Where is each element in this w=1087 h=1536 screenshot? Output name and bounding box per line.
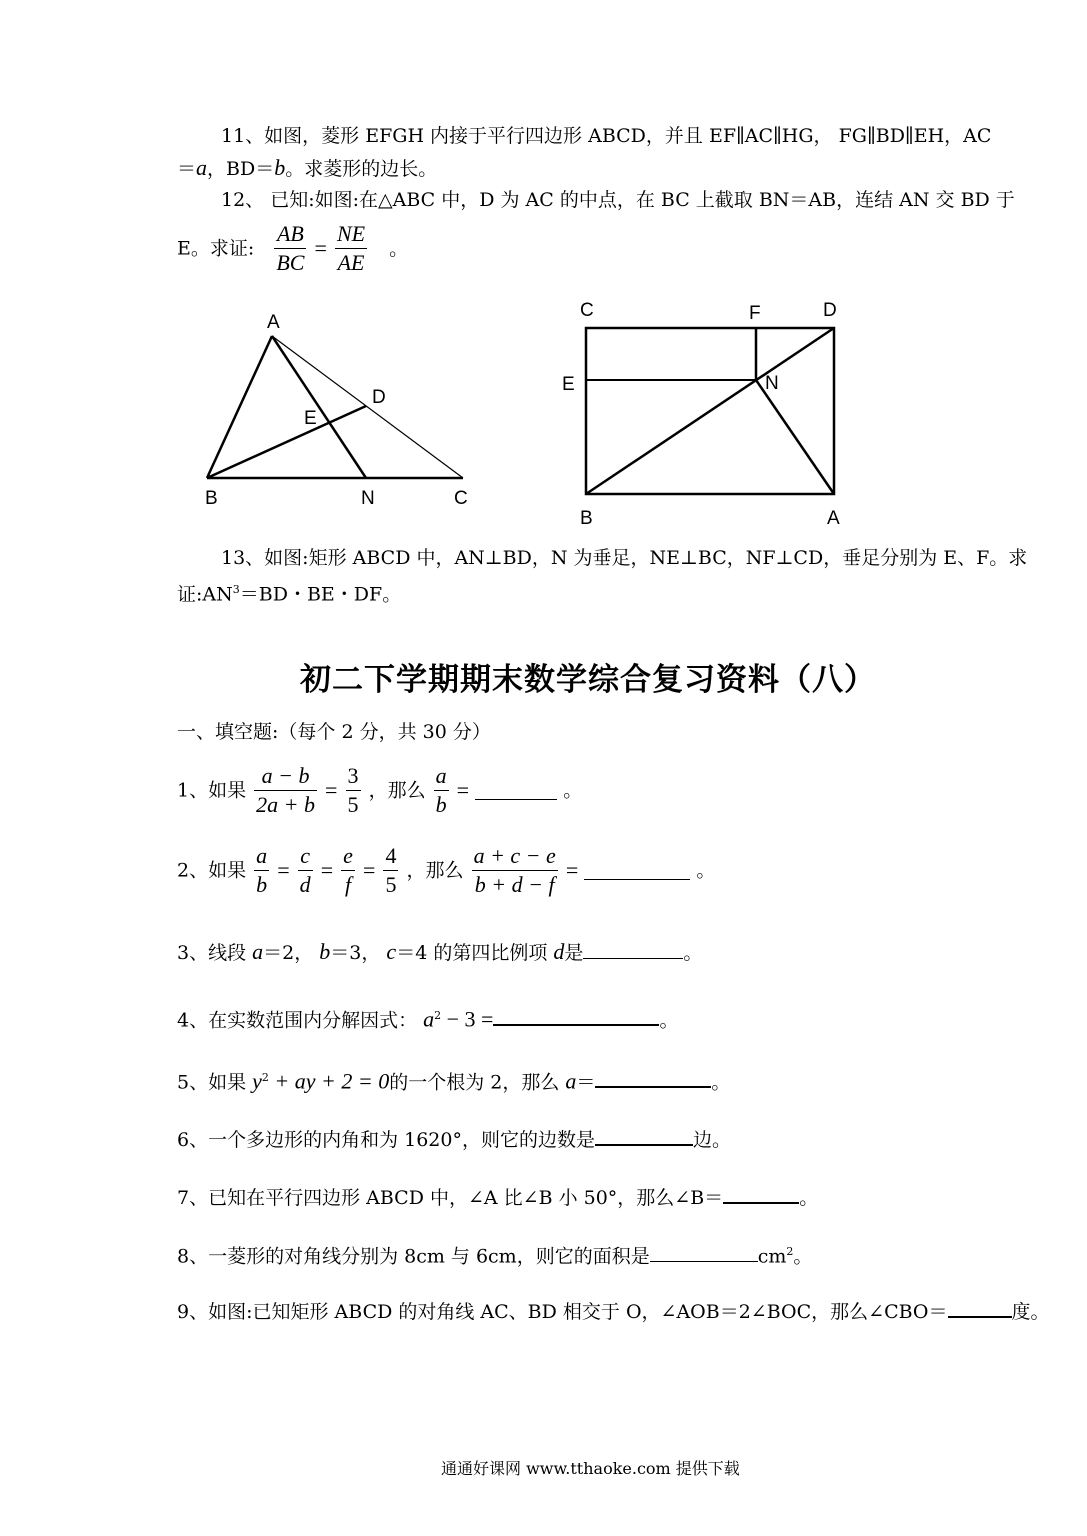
problem-13-line1: 13、如图:矩形 ABCD 中，AN⊥BD，N 为垂足，NE⊥BC，NF⊥CD，垂足分别为 E、F。求 [221,547,1028,569]
figure-rectangle [555,296,855,528]
text: 。 [696,859,716,882]
superscript: 3 [232,583,240,596]
answer-blank[interactable] [475,781,557,800]
question-2 [177,842,715,899]
text: E。求证: [177,237,255,260]
numerator: a [254,842,269,871]
text: 3、线段 [177,942,247,964]
question-7 [177,1184,818,1210]
text: 证:AN [177,583,233,606]
text: 。 [389,237,409,260]
label-e: E [562,374,575,395]
part-heading: 一、填空题:（每个 2 分，共 30 分） [177,721,491,743]
segment-an [272,336,366,478]
equals: = [325,777,338,803]
label-b: B [580,508,593,528]
var-d: d [553,939,565,964]
side-ab [207,336,272,478]
text: 边。 [692,1129,731,1151]
question-6 [177,1126,731,1152]
label-c: C [580,300,594,321]
answer-blank[interactable] [650,1243,758,1262]
text: ，那么 [368,779,426,802]
text: 的一个根为 2，那么 [389,1071,560,1094]
var-y: y [252,1068,262,1094]
equals: = [277,857,290,883]
text: 。 [563,779,583,802]
numerator: c [298,842,313,871]
equals: = [320,857,334,883]
denominator: b [435,792,447,817]
answer-blank[interactable] [948,1298,1012,1318]
denominator: 5 [385,872,397,897]
question-1 [177,762,582,819]
label-e: E [304,408,317,429]
question-8 [177,1240,812,1268]
label-a: A [827,508,840,528]
text: ＝4 的第四比例项 [396,942,548,964]
text: ，那么 [406,859,464,882]
numerator: a + c − e [472,842,558,871]
problem-12-line2 [177,220,408,277]
text: 1、如果 [177,779,247,802]
problem-11-line1: 11、如图，菱形 EFGH 内接于平行四边形 ABCD，并且 EF∥AC∥HG， FG∥BD∥EH，AC [221,125,992,147]
expression: − 3 = [441,1006,494,1032]
unit: cm [757,1245,787,1268]
denominator: b [256,872,268,897]
answer-blank[interactable] [595,1126,693,1146]
section-title: 初二下学期期末数学综合复习资料（八） [300,662,876,698]
denominator: d [299,872,311,897]
label-a: A [267,312,280,333]
text: ＝BD・BE・DF。 [239,583,402,606]
superscript: 2 [786,1245,794,1258]
equals: = [314,235,327,261]
text: 。求菱形的边长。 [285,158,438,180]
numerator: a − b [254,762,317,791]
numerator: NE [335,220,367,249]
question-5 [177,1066,730,1094]
label-d: D [372,387,386,408]
answer-blank[interactable] [584,861,690,880]
denominator: b + d − f [474,872,555,897]
numerator: e [341,842,355,871]
problem-12-line1: 12、 已知:如图:在△ABC 中，D 为 AC 的中点，在 BC 上截取 BN＝AB，连结 AN 交 BD 于 [221,189,1015,211]
text: 。 [711,1071,731,1094]
text: ，BD＝ [207,158,275,180]
text: ＝2， [263,942,314,964]
label-f: F [749,303,761,324]
var-b: b [274,155,286,180]
text: 。 [683,942,703,964]
fraction [383,842,398,899]
numerator: a [434,762,449,791]
text: 。 [659,1009,679,1032]
equals: = [362,857,376,883]
denominator: 2a + b [256,792,315,817]
label-n: N [361,488,375,509]
label-b: B [205,488,218,509]
text: 6、一个多边形的内角和为 1620°，则它的边数是 [177,1129,595,1151]
segment-an [756,380,834,494]
equals: = [456,777,470,803]
answer-blank[interactable] [583,940,683,959]
superscript: 2 [261,1071,269,1084]
expression: + ay + 2 = 0 [268,1068,390,1094]
var-c: c [386,939,397,964]
question-4 [177,1004,678,1032]
denominator: BC [276,250,305,275]
text: 。 [799,1187,819,1209]
text: 8、一菱形的对角线分别为 8cm 与 6cm，则它的面积是 [177,1245,650,1268]
text: 5、如果 [177,1071,247,1094]
text: 7、已知在平行四边形 ABCD 中，∠A 比∠B 小 50°，那么∠B＝ [177,1187,724,1209]
answer-blank[interactable] [595,1068,711,1088]
fraction [346,762,361,819]
denominator: 5 [347,792,359,817]
answer-blank[interactable] [493,1006,659,1026]
question-3 [177,940,702,965]
text: 是 [564,942,584,964]
var-a: a [252,939,264,964]
problem-13-line2 [177,578,401,606]
footer: 通通好课网 www.tthaoke.com 提供下载 [441,1459,740,1478]
equals: ＝ [576,1071,596,1094]
numerator: AB [274,220,306,249]
text: ＝3， [330,942,381,964]
fraction [298,842,313,899]
text: 4、在实数范围内分解因式： [177,1009,418,1032]
problem-11-line2 [177,156,437,181]
equals: = [565,857,579,883]
fraction [434,762,449,819]
fraction-ne-ae [335,220,367,277]
diagonal-bd [586,328,834,494]
superscript: 2 [434,1009,442,1022]
numerator: 3 [346,762,361,791]
var-b: b [319,939,331,964]
fraction [254,762,317,819]
denominator: f [344,872,352,897]
var-a: a [565,1068,577,1094]
text: 9、如图:已知矩形 ABCD 的对角线 AC、BD 相交于 O，∠AOB＝2∠BOC，那么∠CBO＝ [177,1301,948,1323]
fraction [254,842,269,899]
text: ＝ [177,158,197,180]
label-d: D [823,300,837,321]
var-a: a [196,155,208,180]
figure-triangle [195,308,485,518]
side-ac [272,336,463,478]
text: 2、如果 [177,859,247,882]
denominator: AE [337,250,365,275]
text: 度。 [1011,1301,1050,1323]
fraction-ab-bc [274,220,306,277]
label-n: N [765,373,779,394]
answer-blank[interactable] [723,1184,799,1204]
numerator: 4 [383,842,398,871]
label-c: C [454,488,468,509]
text: 。 [793,1245,813,1268]
fraction [472,842,558,899]
question-9 [177,1298,1050,1324]
var-a: a [423,1006,435,1032]
fraction [341,842,355,899]
